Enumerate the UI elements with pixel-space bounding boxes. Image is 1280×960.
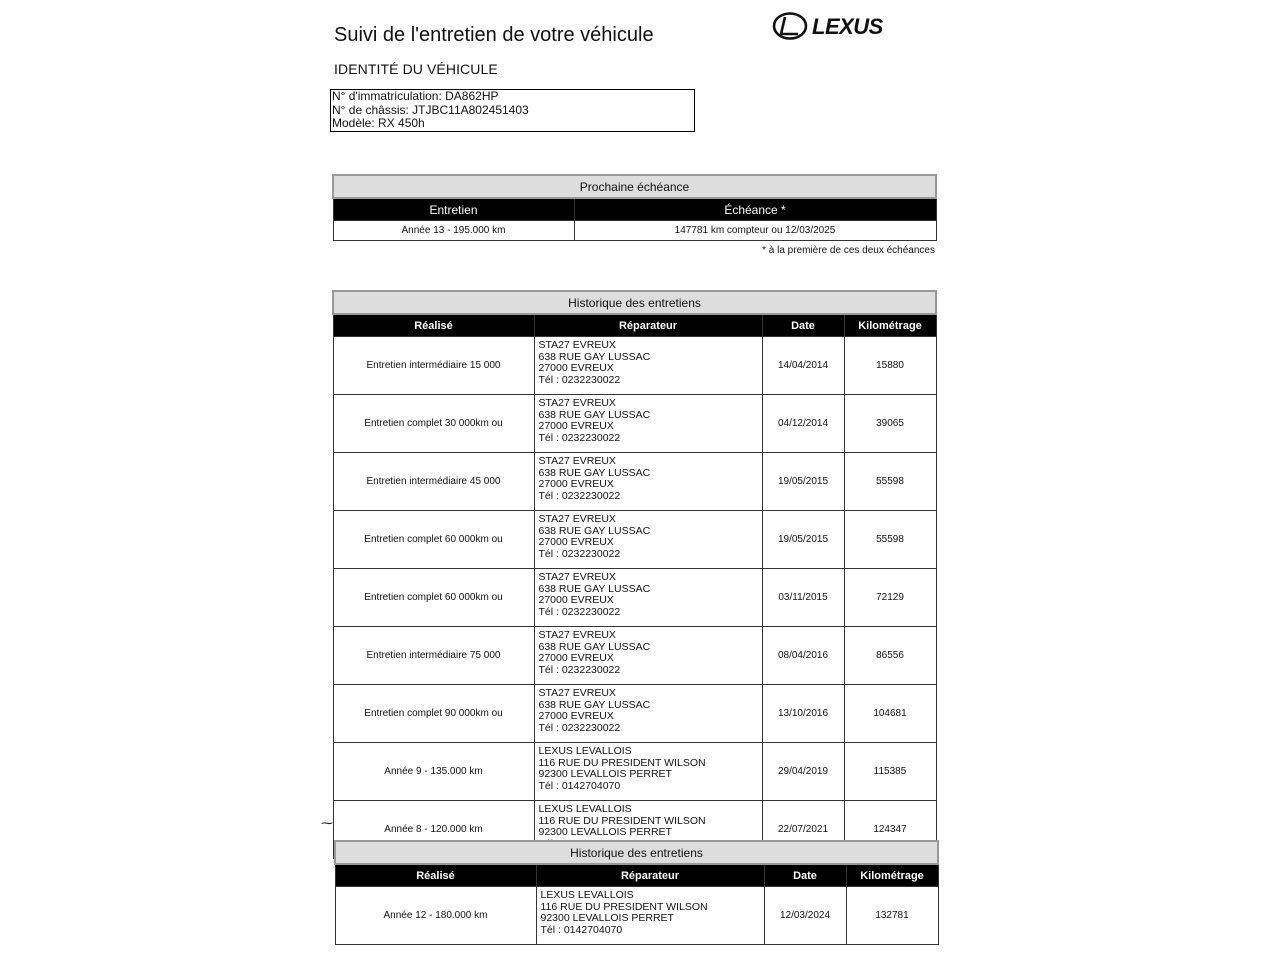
- col-done: Réalisé: [335, 864, 536, 887]
- repairer-line: Tél : 0232230022: [538, 663, 621, 676]
- col-mileage: Kilométrage: [846, 864, 938, 887]
- chassis-number: N° de châssis: JTJBC11A802451403: [332, 102, 529, 117]
- history-section: [332, 290, 936, 838]
- repairer-line: Tél : 0142704070: [540, 923, 623, 936]
- next-service: Année 13 - 195.000 km: [333, 221, 574, 241]
- repairer-line: STA27 EVREUX: [538, 629, 616, 641]
- service-mileage: 132781: [846, 887, 938, 945]
- svg-text:LEXUS: LEXUS: [812, 14, 883, 39]
- service-date: 22/07/2021: [762, 801, 844, 859]
- service-done: Entretien intermédiaire 15 000: [333, 337, 534, 395]
- page-title: Suivi de l'entretien de votre véhicule: [334, 24, 654, 46]
- repairer-line: 638 RUE GAY LUSSAC: [538, 640, 651, 653]
- table-row: [333, 569, 936, 627]
- repairer-line: LEXUS LEVALLOIS: [538, 803, 632, 815]
- repairer-line: 27000 EVREUX: [538, 362, 614, 374]
- due-note: * à la première de ces deux échéances: [762, 245, 935, 256]
- table-row: [333, 337, 936, 395]
- repairer-line: 92300 LEVALLOIS PERRET: [540, 912, 674, 924]
- next-due-value: 147781 km compteur ou 12/03/2025: [574, 221, 936, 241]
- model-name: Modèle: RX 450h: [332, 116, 425, 130]
- service-done: Année 8 - 120.000 km: [333, 801, 534, 859]
- repairer-cell: [534, 569, 762, 627]
- service-done: Entretien complet 60 000km ou: [333, 511, 534, 569]
- repairer-line: STA27 EVREUX: [538, 339, 616, 351]
- service-done: Année 9 - 135.000 km: [333, 743, 534, 801]
- service-done: Entretien intermédiaire 75 000: [333, 627, 534, 685]
- service-date: 04/12/2014: [762, 395, 844, 453]
- service-date: 14/04/2014: [762, 337, 844, 395]
- repairer-cell: [534, 337, 762, 395]
- repairer-line: 116 RUE DU PRESIDENT WILSON: [538, 814, 706, 827]
- service-mileage: 39065: [844, 395, 936, 453]
- repairer-line: STA27 EVREUX: [538, 397, 616, 409]
- service-done: Entretien complet 90 000km ou: [333, 685, 534, 743]
- table-row: [333, 627, 936, 685]
- registration-number: N° d'immatriculation: DA862HP: [332, 89, 499, 103]
- next-due-table: [332, 174, 937, 241]
- repairer-line: 116 RUE DU PRESIDENT WILSON: [538, 756, 706, 769]
- vehicle-identity-box: [330, 89, 695, 132]
- repairer-line: 638 RUE GAY LUSSAC: [538, 408, 651, 421]
- col-done: Réalisé: [333, 314, 534, 337]
- repairer-cell: [534, 511, 762, 569]
- repairer-line: 116 RUE DU PRESIDENT WILSON: [540, 900, 708, 913]
- repairer-line: 638 RUE GAY LUSSAC: [538, 698, 651, 711]
- repairer-line: Tél : 0232230022: [538, 489, 621, 502]
- history-table: [332, 290, 937, 859]
- repairer-cell: [536, 887, 764, 945]
- repairer-line: 27000 EVREUX: [538, 536, 614, 548]
- section-title: IDENTITÉ DU VÉHICULE: [334, 61, 498, 77]
- service-date: 13/10/2016: [762, 685, 844, 743]
- repairer-line: 27000 EVREUX: [538, 594, 614, 606]
- service-mileage: 124347: [844, 801, 936, 859]
- service-mileage: 55598: [844, 453, 936, 511]
- repairer-line: Tél : 0232230022: [538, 547, 621, 560]
- table-row: [333, 685, 936, 743]
- col-repairer: Réparateur: [534, 314, 762, 337]
- history-table-continued: [334, 840, 939, 945]
- service-date: 19/05/2015: [762, 453, 844, 511]
- table-row: [335, 887, 938, 945]
- col-date: Date: [764, 864, 846, 887]
- repairer-line: Tél : 0232230022: [538, 605, 621, 618]
- table-row: [333, 511, 936, 569]
- service-date: 08/04/2016: [762, 627, 844, 685]
- table-row: [333, 743, 936, 801]
- repairer-cell: [534, 453, 762, 511]
- service-mileage: 72129: [844, 569, 936, 627]
- service-done: Entretien complet 30 000km ou: [333, 395, 534, 453]
- repairer-line: Tél : 0142704070: [538, 779, 621, 792]
- repairer-cell: [534, 627, 762, 685]
- table-row: [333, 395, 936, 453]
- history-caption: Historique des entretiens: [333, 291, 936, 314]
- repairer-line: 638 RUE GAY LUSSAC: [538, 350, 651, 363]
- repairer-cell: [534, 685, 762, 743]
- service-date: 12/03/2024: [764, 887, 846, 945]
- repairer-line: Tél : 0232230022: [538, 721, 621, 734]
- next-due-caption: Prochaine échéance: [333, 175, 936, 198]
- repairer-line: STA27 EVREUX: [538, 455, 616, 467]
- repairer-line: 638 RUE GAY LUSSAC: [538, 524, 651, 537]
- service-mileage: 104681: [844, 685, 936, 743]
- service-date: 19/05/2015: [762, 511, 844, 569]
- repairer-line: 92300 LEVALLOIS PERRET: [538, 826, 672, 838]
- repairer-line: LEXUS LEVALLOIS: [538, 745, 632, 757]
- col-repairer: Réparateur: [536, 864, 764, 887]
- service-mileage: 86556: [844, 627, 936, 685]
- col-date: Date: [762, 314, 844, 337]
- repairer-line: STA27 EVREUX: [538, 571, 616, 583]
- service-done: Entretien complet 60 000km ou: [333, 569, 534, 627]
- margin-mark: ⁓: [321, 816, 333, 830]
- service-mileage: 115385: [844, 743, 936, 801]
- repairer-line: 27000 EVREUX: [538, 710, 614, 722]
- service-mileage: 55598: [844, 511, 936, 569]
- service-mileage: 15880: [844, 337, 936, 395]
- history-caption: Historique des entretiens: [335, 841, 938, 864]
- col-mileage: Kilométrage: [844, 314, 936, 337]
- repairer-line: 27000 EVREUX: [538, 420, 614, 432]
- repairer-line: 92300 LEVALLOIS PERRET: [538, 768, 672, 780]
- service-done: Entretien intermédiaire 45 000: [333, 453, 534, 511]
- repairer-line: 638 RUE GAY LUSSAC: [538, 582, 651, 595]
- col-service: Entretien: [333, 198, 574, 221]
- repairer-line: 27000 EVREUX: [538, 478, 614, 490]
- col-due: Échéance *: [574, 198, 936, 221]
- repairer-cell: [534, 395, 762, 453]
- repairer-cell: [534, 743, 762, 801]
- repairer-line: 638 RUE GAY LUSSAC: [538, 466, 651, 479]
- repairer-line: Tél : 0232230022: [538, 373, 621, 386]
- table-row: [333, 453, 936, 511]
- repairer-line: STA27 EVREUX: [538, 687, 616, 699]
- repairer-line: STA27 EVREUX: [538, 513, 616, 525]
- lexus-logo: [772, 10, 917, 42]
- repairer-line: LEXUS LEVALLOIS: [540, 889, 634, 901]
- repairer-line: 27000 EVREUX: [538, 652, 614, 664]
- service-done: Année 12 - 180.000 km: [335, 887, 536, 945]
- service-date: 29/04/2019: [762, 743, 844, 801]
- service-date: 03/11/2015: [762, 569, 844, 627]
- repairer-line: Tél : 0232230022: [538, 431, 621, 444]
